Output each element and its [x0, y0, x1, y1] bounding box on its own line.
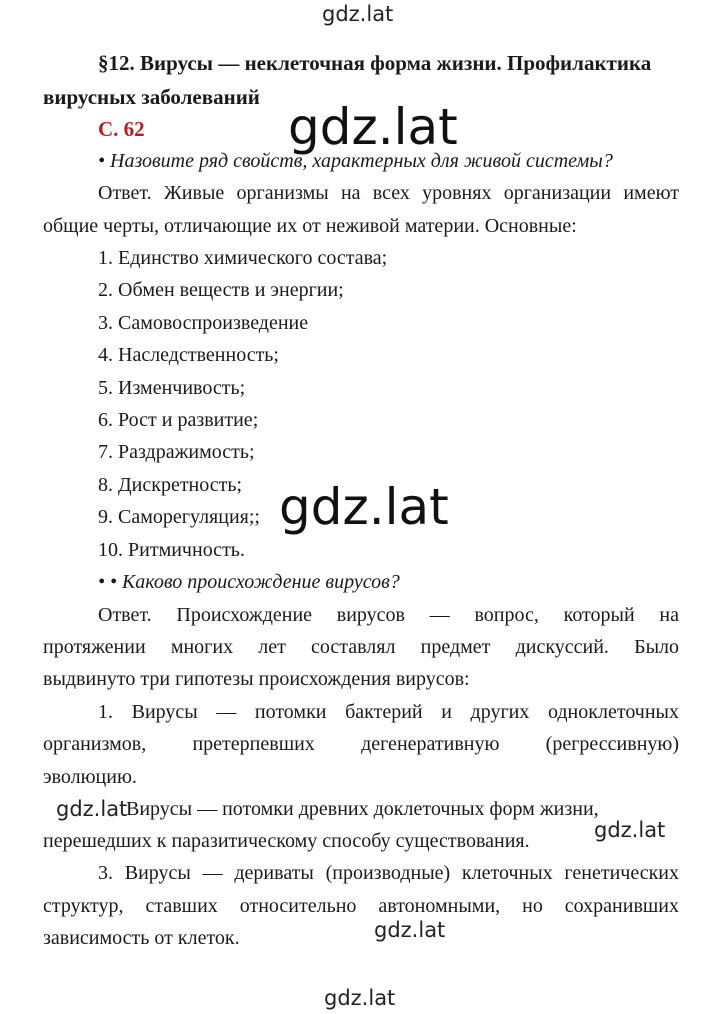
- section-title-line1: §12. Вирусы — неклеточная форма жизни. Профилактика: [98, 51, 652, 75]
- watermark-right-mid: gdz.lat: [594, 818, 666, 842]
- list-item: 10. Ритмичность.: [98, 539, 245, 561]
- list-item: 8. Дискретность;: [98, 474, 243, 496]
- list-item: 6. Рост и развитие;: [98, 409, 259, 431]
- answer-2-line-2: протяжении многих лет составлял предмет дискуссий. Было: [43, 636, 679, 658]
- watermark-left-mid: gdz.lat: [56, 797, 128, 821]
- hypothesis-1-line-2: организмов, претерпевших дегенеративную (регрессивную): [43, 733, 679, 755]
- question-1: • Назовите ряд свойств, характерных для живой системы?: [98, 150, 613, 172]
- watermark-top: gdz.lat: [322, 2, 394, 26]
- list-item: 9. Саморегуляция;;: [98, 506, 260, 528]
- answer-2-line-1: Ответ. Происхождение вирусов — вопрос, который на: [98, 604, 679, 626]
- list-item: 4. Наследственность;: [98, 344, 279, 366]
- hypothesis-3-line-2: структур, ставших относительно автономными, но сохранивших: [43, 895, 679, 917]
- watermark-center-low: gdz.lat: [374, 918, 446, 942]
- list-item: 2. Обмен веществ и энергии;: [98, 279, 344, 301]
- question-2: • • Каково происхождение вирусов?: [98, 571, 400, 593]
- answer-1-line-2: общие черты, отличающие их от неживой материи. Основные:: [43, 215, 577, 237]
- answer-1-line-1: Ответ. Живые организмы на всех уровнях организации имеют: [98, 182, 679, 204]
- list-item: 3. Самовоспроизведение: [98, 312, 309, 334]
- section-title-line2: вирусных заболеваний: [43, 85, 260, 109]
- list-item: 7. Раздражимость;: [98, 441, 255, 463]
- answer-2-line-3: выдвинуто три гипотезы происхождения вирусов:: [43, 668, 470, 690]
- hypothesis-3-line-3: зависимость от клеток.: [43, 927, 240, 949]
- list-item: 5. Изменчивость;: [98, 377, 246, 399]
- list-item: 1. Единство химического состава;: [98, 247, 388, 269]
- hypothesis-1-line-3: эволюцию.: [43, 766, 137, 788]
- watermark-big-1: gdz.lat: [288, 98, 458, 156]
- hypothesis-2-line-2: перешедших к паразитическому способу существования.: [43, 830, 530, 852]
- watermark-big-2: gdz.lat: [279, 478, 449, 536]
- watermark-bottom: gdz.lat: [324, 986, 396, 1010]
- page-reference: С. 62: [98, 117, 145, 141]
- hypothesis-2-line-1: Вирусы — потомки древних доклеточных форм жизни,: [126, 798, 599, 820]
- hypothesis-3-line-1: 3. Вирусы — дериваты (производные) клеточных генетических: [98, 862, 679, 884]
- hypothesis-1-line-1: 1. Вирусы — потомки бактерий и других одноклеточных: [98, 701, 679, 723]
